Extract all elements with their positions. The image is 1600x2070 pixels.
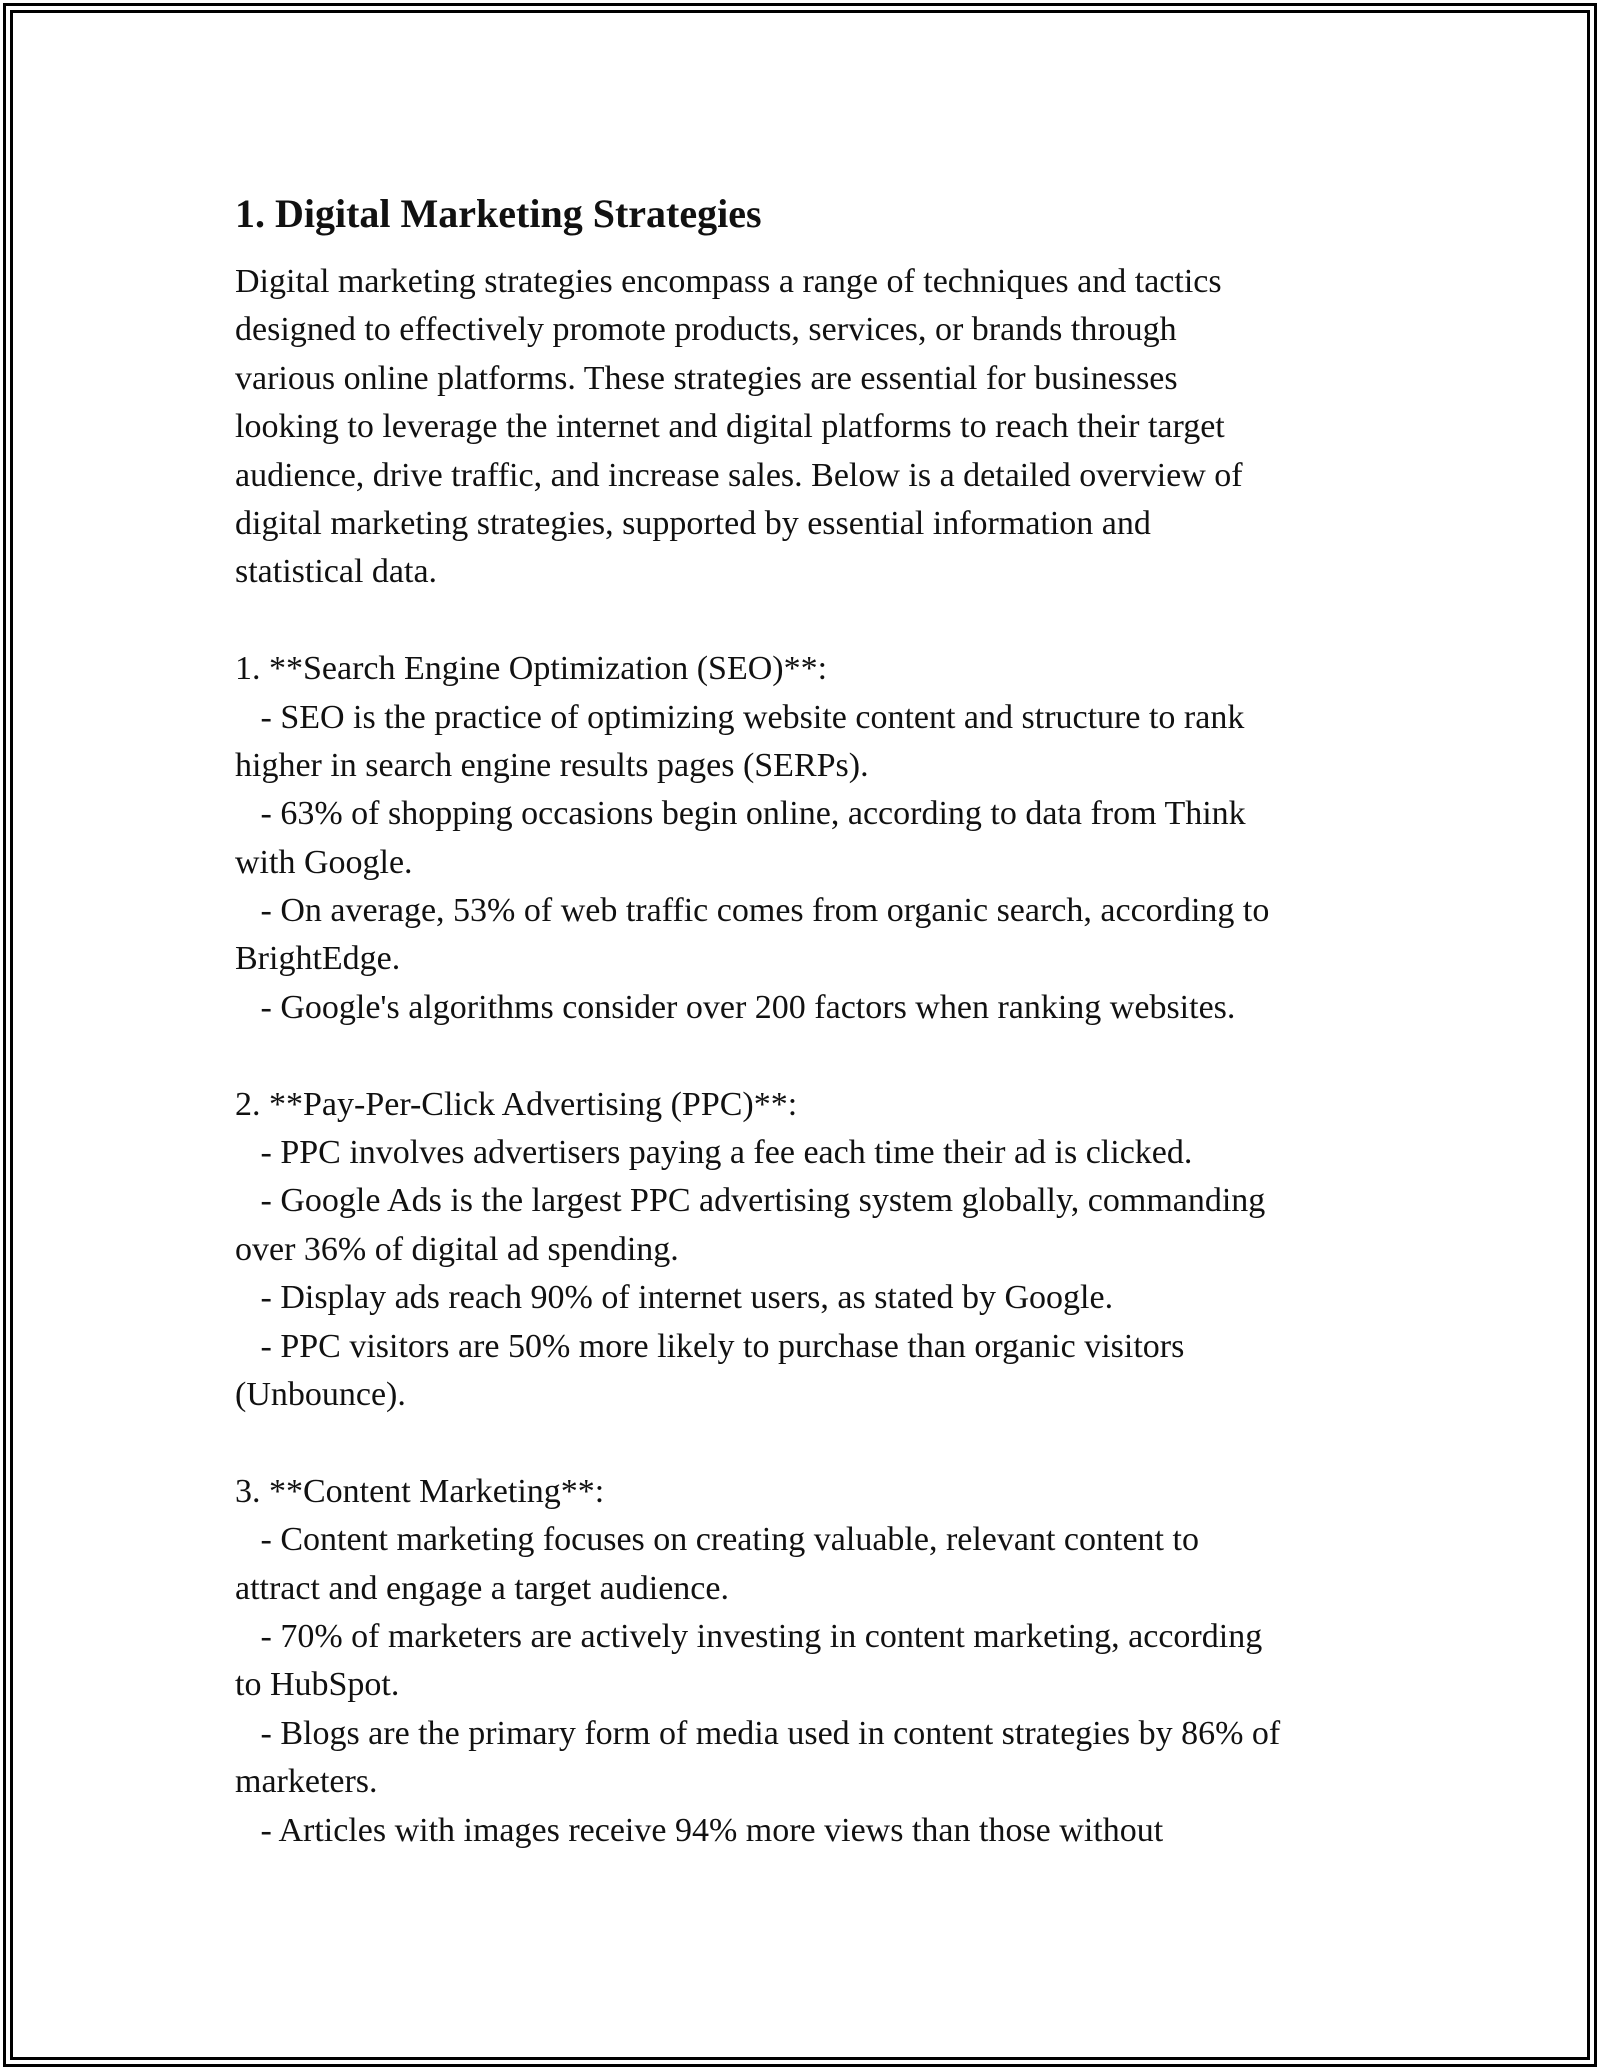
text-line: digital marketing strategies, supported by essential information and (235, 504, 1151, 542)
text-line: with Google. (235, 843, 413, 881)
text-line: marketers. (235, 1763, 378, 1801)
text-line: looking to leverage the internet and digital platforms to reach their target (235, 408, 1225, 446)
text-line: - Google Ads is the largest PPC advertising system globally, commanding (235, 1182, 1266, 1220)
text-line: Digital marketing strategies encompass a range of techniques and tactics (235, 263, 1222, 300)
text-line: - On average, 53% of web traffic comes from organic search, according to (235, 892, 1270, 930)
text-line: 2. **Pay-Per-Click Advertising (PPC)**: (235, 1085, 798, 1123)
blank-line (235, 597, 1365, 645)
text-line: statistical data. (235, 553, 438, 591)
text-line: - Blogs are the primary form of media used in content strategies by 86% of (235, 1714, 1281, 1752)
text-line: - PPC visitors are 50% more likely to purchase than organic visitors (235, 1327, 1185, 1365)
text-line: - Google's algorithms consider over 200 factors when ranking websites. (235, 988, 1236, 1026)
document-body (235, 186, 1365, 1855)
text-line: various online platforms. These strategies are essential for businesses (235, 359, 1178, 397)
text-line: 3. **Content Marketing**: (235, 1472, 605, 1510)
text-line: to HubSpot. (235, 1666, 400, 1704)
text-line: (Unbounce). (235, 1375, 406, 1413)
text-line: designed to effectively promote products, services, or brands through (235, 311, 1177, 349)
text-line: 1. **Search Engine Optimization (SEO)**: (235, 650, 828, 688)
page-title: 1. Digital Marketing Strategies (235, 191, 762, 236)
text-line: BrightEdge. (235, 940, 401, 978)
text-line: - Content marketing focuses on creating valuable, relevant content to (235, 1521, 1199, 1559)
text-line: attract and engage a target audience. (235, 1569, 729, 1607)
text-line: over 36% of digital ad spending. (235, 1230, 679, 1268)
text-line: - 63% of shopping occasions begin online, according to data from Think (235, 795, 1246, 833)
text-line: - Articles with images receive 94% more views than those without (235, 1811, 1164, 1849)
text-line: - 70% of marketers are actively investing in content marketing, according (235, 1617, 1263, 1655)
blank-line (235, 1419, 1365, 1467)
text-line: - SEO is the practice of optimizing website content and structure to rank (235, 698, 1245, 736)
text-line: - Display ads reach 90% of internet users, as stated by Google. (235, 1279, 1114, 1317)
document-text (235, 258, 1365, 1855)
text-line: - PPC involves advertisers paying a fee each time their ad is clicked. (235, 1134, 1193, 1172)
text-line: audience, drive traffic, and increase sales. Below is a detailed overview of (235, 456, 1243, 494)
blank-line (235, 1032, 1365, 1080)
text-line: higher in search engine results pages (SERPs). (235, 746, 869, 784)
